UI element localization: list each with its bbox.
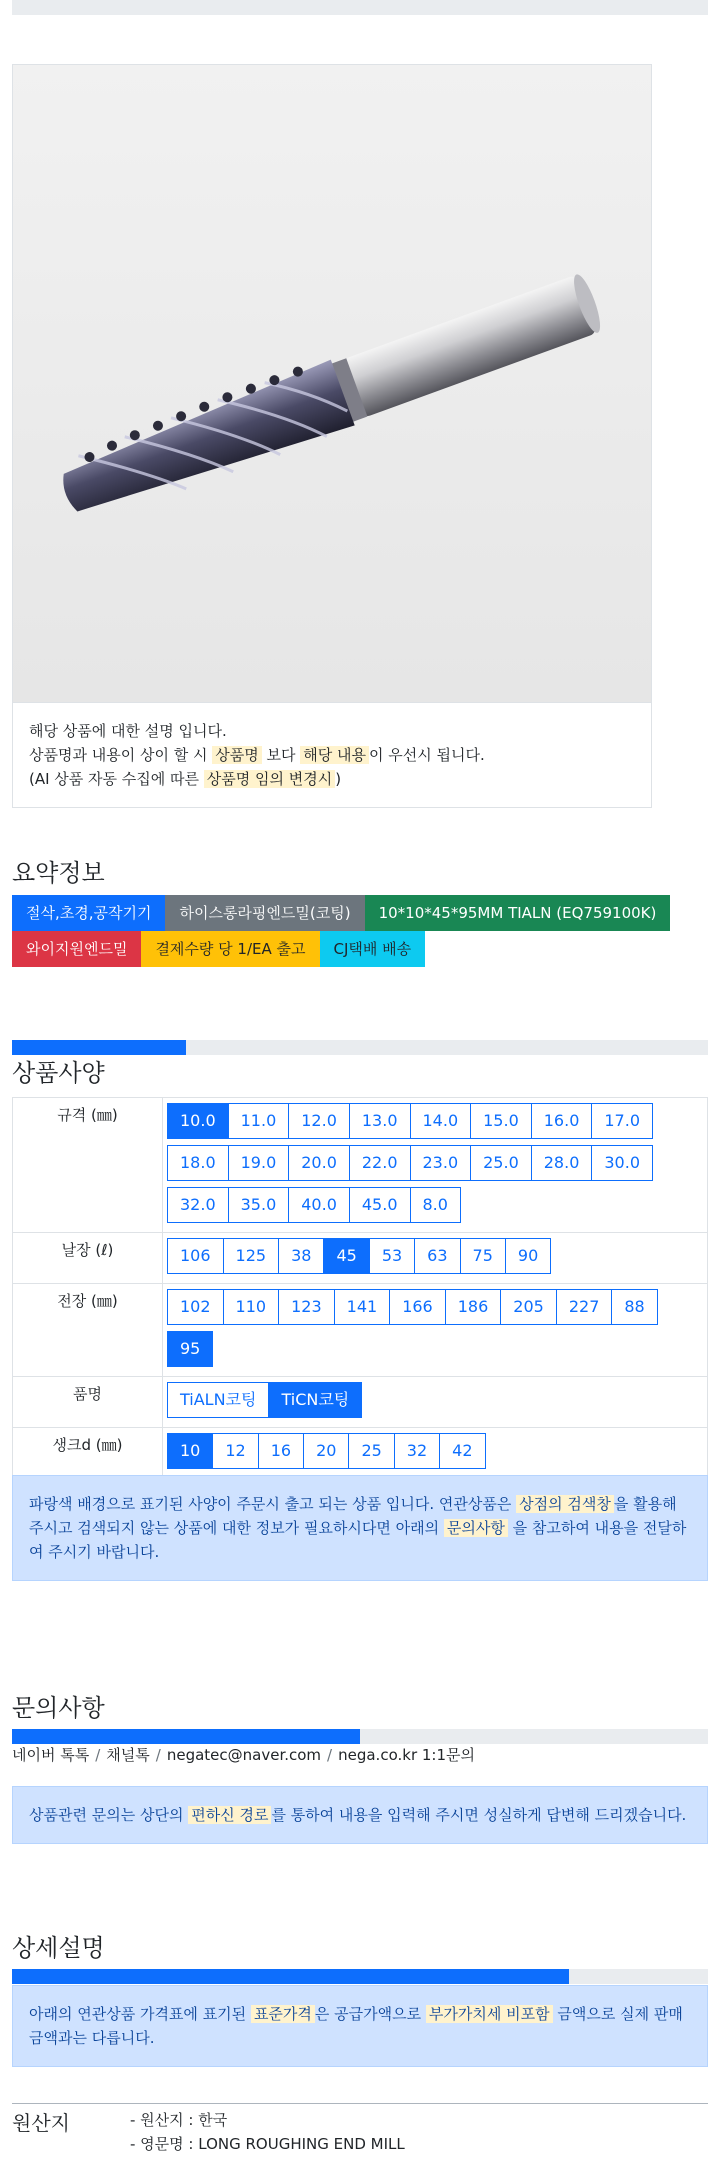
spec-option-button[interactable]: 45.0 [349,1187,411,1223]
spec-option-button[interactable]: 30.0 [591,1145,653,1181]
spec-option-button[interactable]: 166 [389,1289,446,1325]
spec-option-button[interactable]: 205 [500,1289,557,1325]
spec-option-button[interactable]: 38 [278,1238,324,1274]
spec-option-button[interactable]: 25 [348,1433,394,1469]
spec-notice: 파랑색 배경으로 표기된 사양이 주문시 출고 되는 상품 입니다. 연관상품은 상점의 검색창 을 활용해 주시고 검색되지 않는 상품에 대한 정보가 필요하시다면 아래의 문의사항 을 참고하여 내용을 전달하여 주시기 바랍니다. [12,1475,708,1581]
spec-option-button[interactable]: 63 [414,1238,460,1274]
spec-option-button[interactable]: 227 [556,1289,613,1325]
spec-option-button[interactable]: 88 [611,1289,657,1325]
spec-option-button[interactable]: 102 [167,1289,224,1325]
summary-title: 요약정보 [12,859,105,887]
summary-badge: CJ택배 배송 [320,931,426,967]
spec-option-button[interactable]: 18.0 [167,1145,229,1181]
summary-badge: 10*10*45*95MM TIALN (EQ759100K) [365,895,671,931]
spec-option-button[interactable]: 20 [303,1433,349,1469]
spec-row [13,1233,708,1284]
spec-option-button[interactable]: TiCN코팅 [268,1382,362,1418]
desc-line-3: (AI 상품 자동 수집에 따른 상품명 임의 변경시 ) [29,770,342,788]
spec-option-button[interactable]: 53 [369,1238,415,1274]
spec-option-button[interactable]: 123 [278,1289,335,1325]
spec-row-label: 날장 (ℓ) [13,1233,163,1284]
contact-link[interactable]: 네이버 톡톡 [12,1746,90,1764]
spec-option-button[interactable]: 141 [334,1289,391,1325]
spec-option-button[interactable]: 14.0 [410,1103,472,1139]
spec-option-button[interactable]: 35.0 [228,1187,290,1223]
spec-option-button[interactable]: 95 [167,1331,213,1367]
spec-option-button[interactable]: 16 [258,1433,304,1469]
spec-option-button[interactable]: 19.0 [228,1145,290,1181]
summary-badges-row-1 [12,895,670,931]
spec-option-button[interactable]: 12.0 [288,1103,350,1139]
spec-table [12,1097,708,1479]
detail-progress [12,1969,708,1984]
link-separator: / [155,1746,161,1764]
spec-row [13,1098,708,1233]
link-separator: / [95,1746,101,1764]
detail-title: 상세설명 [12,1934,105,1962]
spec-option-button[interactable]: 11.0 [228,1103,290,1139]
spec-row-label: 전장 (㎜) [13,1284,163,1377]
summary-badges-row-2 [12,931,425,967]
product-description [29,719,639,791]
spec-progress [12,1040,708,1055]
spec-row [13,1284,708,1377]
summary-badge: 와이지원엔드밀 [12,931,141,967]
spec-option-button[interactable]: 15.0 [470,1103,532,1139]
spec-option-button[interactable]: 17.0 [591,1103,653,1139]
spec-option-button[interactable]: 12 [212,1433,258,1469]
origin-label: 원산지 [12,2111,70,2135]
product-card [12,64,652,808]
inquiry-notice: 상품관련 문의는 상단의 편하신 경로 를 통하여 내용을 입력해 주시면 성실하게 답변해 드리겠습니다. [12,1786,708,1844]
end-mill-illustration [13,65,651,703]
desc-line-2: 상품명과 내용이 상이 할 시 상품명 보다 해당 내용 이 우선시 됩니다. [29,746,485,764]
spec-row [13,1428,708,1479]
spec-row-options [163,1233,708,1284]
contact-link[interactable]: 채널톡 [106,1746,150,1764]
spec-option-button[interactable]: 10.0 [167,1103,229,1139]
spec-row-options [163,1377,708,1428]
spec-row-label: 품명 [13,1377,163,1428]
inquiry-progress [12,1729,708,1744]
spec-option-button[interactable]: 125 [223,1238,280,1274]
spec-option-button[interactable]: 110 [223,1289,280,1325]
spec-option-button[interactable]: 32 [394,1433,440,1469]
inquiry-title: 문의사항 [12,1694,105,1722]
spec-option-button[interactable]: TiALN코팅 [167,1382,269,1418]
link-separator: / [327,1746,333,1764]
spec-option-button[interactable]: 13.0 [349,1103,411,1139]
spec-option-button[interactable]: 186 [445,1289,502,1325]
spec-option-button[interactable]: 45 [323,1238,369,1274]
spec-row-options [163,1098,708,1233]
spec-title: 상품사양 [12,1059,105,1087]
spec-option-button[interactable]: 10 [167,1433,213,1469]
detail-notice: 아래의 연관상품 가격표에 표기된 표준가격 은 공급가액으로 부가가치세 비포함 금액으로 실제 판매금액과는 다릅니다. [12,1985,708,2067]
spec-option-button[interactable]: 16.0 [531,1103,593,1139]
spec-option-button[interactable]: 40.0 [288,1187,350,1223]
spec-option-button[interactable]: 23.0 [410,1145,472,1181]
spec-row-label: 규격 (㎜) [13,1098,163,1233]
contact-link[interactable]: negatec@naver.com [166,1746,322,1764]
summary-badge: 절삭,초경,공작기기 [12,895,165,931]
detail-progress-fill [12,1969,569,1984]
spec-row-options [163,1428,708,1479]
contact-link[interactable]: nega.co.kr 1:1문의 [338,1746,475,1764]
origin-item: - 영문명 : LONG ROUGHING END MILL [130,2135,405,2153]
spec-option-button[interactable]: 25.0 [470,1145,532,1181]
origin-item: - 원산지 : 한국 [130,2111,228,2129]
desc-line-1: 해당 상품에 대한 설명 입니다. [29,722,227,740]
product-image [13,65,651,703]
spec-row-label: 생크d (㎜) [13,1428,163,1479]
summary-badge: 결제수량 당 1/EA 출고 [141,931,319,967]
contact-links [12,1744,475,1765]
inquiry-progress-fill [12,1729,360,1744]
spec-row [13,1377,708,1428]
spec-option-button[interactable]: 28.0 [531,1145,593,1181]
spec-row-options [163,1284,708,1377]
origin-list [130,2108,405,2156]
spec-option-button[interactable]: 32.0 [167,1187,229,1223]
spec-option-button[interactable]: 90 [505,1238,551,1274]
spec-option-button[interactable]: 8.0 [410,1187,461,1223]
spec-option-button[interactable]: 106 [167,1238,224,1274]
spec-option-button[interactable]: 75 [460,1238,506,1274]
origin-divider [12,2103,708,2104]
top-progress-bar [12,0,708,15]
summary-badge: 하이스롱라핑엔드밀(코팅) [165,895,364,931]
spec-option-button[interactable]: 20.0 [288,1145,350,1181]
spec-option-button[interactable]: 22.0 [349,1145,411,1181]
spec-option-button[interactable]: 42 [439,1433,485,1469]
